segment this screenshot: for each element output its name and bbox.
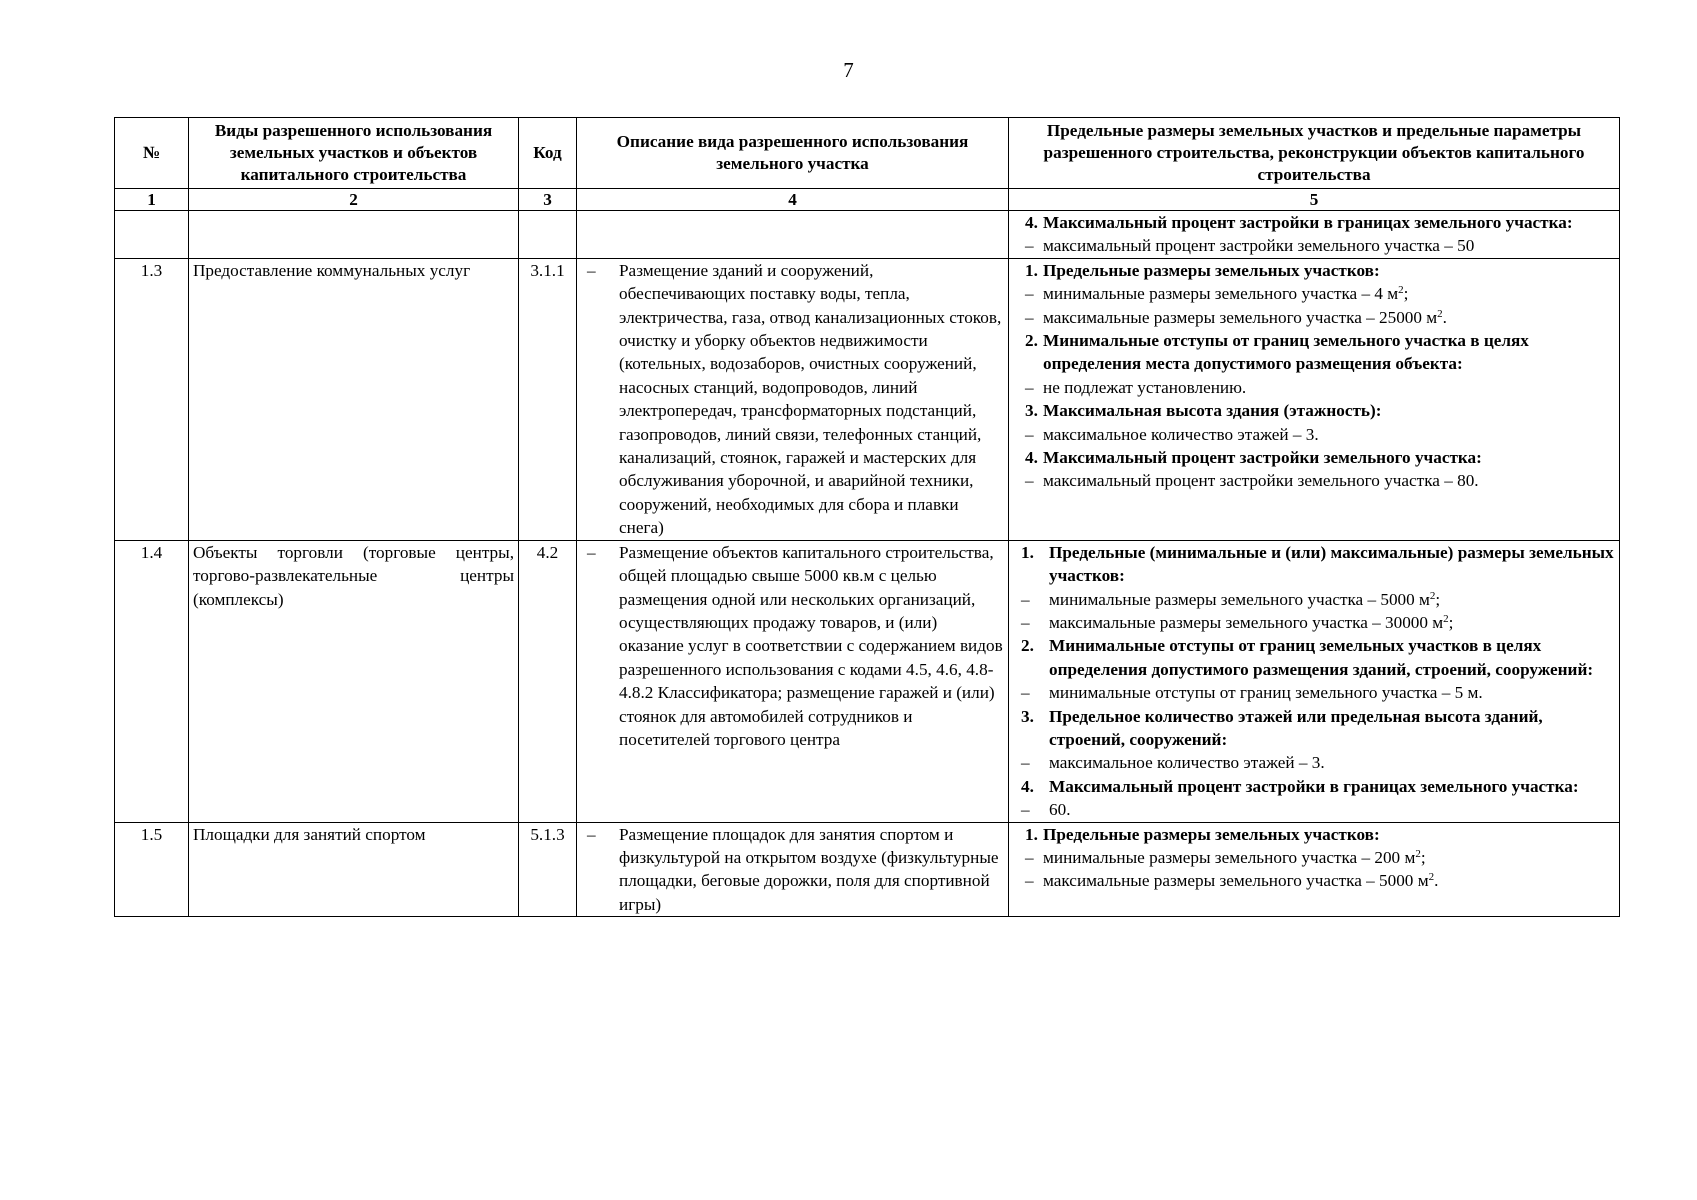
use-description-cell: [577, 822, 1009, 917]
param-text-main: минимальные размеры земельного участка – 200 м: [1043, 847, 1416, 867]
param-text: [1043, 329, 1615, 376]
dash-marker: –: [587, 824, 596, 844]
use-code: 5.1.3: [519, 822, 577, 917]
param-text: [1043, 376, 1615, 399]
param-text: [1049, 634, 1615, 681]
param-superscript: 2: [1415, 847, 1421, 860]
param-punctuation: ;: [1420, 847, 1426, 867]
param-text-main: Предельное количество этажей или предельная высота зданий, строений, сооружений:: [1049, 706, 1543, 749]
header-parameters: Предельные размеры земельных участков и предельные параметры разрешенного строительства, реконструкции объектов капитального строительства: [1009, 118, 1620, 189]
param-text: [1049, 798, 1615, 821]
param-text: [1049, 751, 1615, 774]
param-heading: [1013, 259, 1615, 282]
param-text-main: максимальный процент застройки земельного участка – 50: [1043, 236, 1475, 256]
param-text: [1043, 869, 1615, 892]
param-text-main: максимальное количество этажей – 3.: [1049, 753, 1325, 773]
column-number-row: [115, 189, 1620, 211]
param-marker: 1.: [1021, 542, 1034, 562]
param-value: [1013, 306, 1615, 329]
param-text: [1043, 823, 1615, 846]
header-number: №: [115, 118, 189, 189]
param-marker: –: [1025, 307, 1034, 327]
param-heading: [1013, 446, 1615, 469]
use-code: 4.2: [519, 540, 577, 822]
param-heading: [1013, 775, 1615, 798]
param-value: [1013, 798, 1615, 821]
param-marker: –: [1025, 471, 1034, 491]
header-kind: Виды разрешенного использования земельных участков и объектов капитального строительства: [189, 118, 519, 189]
param-value: [1013, 681, 1615, 704]
use-description: Размещение зданий и сооружений, обеспечивающих поставку воды, тепла, электричества, газа, отвод канализационных стоков, очистку и уборку объектов недвижимости (котельных, водозаборов, очистных сооружений, насосных станций, водопроводов, линий электропередач, трансформаторных подстанций, газопроводов, линий связи, телефонных станций, канализаций, стоянок, гаражей и мастерских для обслуживания уборочной, и аварийной техники, сооружений, необходимых для сбора и плавки снега): [619, 260, 1002, 538]
param-text: [1049, 541, 1615, 588]
param-marker: 1.: [1025, 260, 1038, 280]
param-value: [1013, 234, 1615, 257]
param-superscript: 2: [1429, 589, 1436, 602]
param-text-main: Максимальный процент застройки в границах земельного участка:: [1043, 213, 1573, 232]
param-punctuation: .: [1434, 871, 1439, 891]
table-row: [115, 540, 1620, 822]
use-description-cell: [577, 540, 1009, 822]
param-text-main: Предельные (минимальные и (или) максимальные) размеры земельных участков:: [1049, 542, 1614, 586]
params-cell: [1009, 822, 1620, 917]
header-row: [115, 118, 1620, 189]
params-cell: [1009, 258, 1620, 540]
param-punctuation: ;: [1435, 589, 1441, 609]
row-number: 1.3: [115, 258, 189, 540]
header-description: Описание вида разрешенного использования земельного участка: [577, 118, 1009, 189]
param-value: [1013, 469, 1615, 492]
use-kind: Площадки для занятий спортом: [189, 822, 519, 917]
param-superscript: 2: [1398, 284, 1404, 297]
use-kind: Предоставление коммунальных услуг: [189, 258, 519, 540]
column-number: 4: [577, 189, 1009, 211]
param-marker: 1.: [1025, 824, 1038, 844]
column-number: 2: [189, 189, 519, 211]
param-text: [1049, 611, 1615, 634]
use-description: Размещение объектов капитального строительства, общей площадью свыше 5000 кв.м с целью размещения одной или нескольких организаций, осуществляющих продажу товаров, и (или) оказание услуг в соответствии с содержанием видов разрешенного использования с кодами 4.5, 4.6, 4.8-4.8.2 Классификатора; размещение гаражей и (или) стоянок для автомобилей сотрудников и посетителей торгового центра: [619, 542, 1003, 749]
param-marker: –: [1021, 683, 1030, 703]
param-text: [1043, 211, 1615, 234]
param-marker: –: [1025, 377, 1034, 397]
param-marker: –: [1025, 847, 1034, 867]
permitted-use-table: [114, 117, 1620, 917]
param-text: [1043, 846, 1615, 869]
params-cell: [1009, 540, 1620, 822]
param-marker: 3.: [1021, 706, 1034, 726]
param-marker: 4.: [1025, 448, 1038, 468]
param-heading: [1013, 541, 1615, 588]
params-cell: [1009, 211, 1620, 259]
param-text-main: максимальные размеры земельного участка – 30000 м: [1049, 612, 1444, 632]
param-heading: [1013, 329, 1615, 376]
param-heading: [1013, 705, 1615, 752]
param-text: [1043, 306, 1615, 329]
table-row: [115, 822, 1620, 917]
param-text-main: Максимальная высота здания (этажность):: [1043, 401, 1382, 421]
param-text-main: максимальное количество этажей – 3.: [1043, 424, 1319, 444]
dash-item: [581, 823, 1004, 917]
row-number: 1.5: [115, 822, 189, 917]
use-kind: Объекты торговли (торговые центры, торгово-развлекательные центры (комплексы): [189, 540, 519, 822]
header-code: Код: [519, 118, 577, 189]
use-description-cell: [577, 258, 1009, 540]
param-text: [1049, 681, 1615, 704]
param-heading: [1013, 399, 1615, 422]
param-marker: 4.: [1025, 213, 1038, 232]
param-text: [1043, 446, 1615, 469]
param-text: [1043, 282, 1615, 305]
param-text-main: Предельные размеры земельных участков:: [1043, 260, 1380, 280]
param-marker: –: [1021, 589, 1030, 609]
param-superscript: 2: [1428, 871, 1435, 884]
param-heading: [1013, 823, 1615, 846]
table-row-continuation: [115, 211, 1620, 259]
param-text: [1049, 705, 1615, 752]
column-number: 3: [519, 189, 577, 211]
param-marker: 4.: [1021, 776, 1034, 796]
param-text-main: Минимальные отступы от границ земельного участка в целях определения места допустимого размещения объекта:: [1043, 331, 1529, 374]
column-number: 5: [1009, 189, 1620, 211]
param-punctuation: ;: [1448, 612, 1454, 632]
param-text-main: 60.: [1049, 800, 1071, 820]
param-text-main: минимальные размеры земельного участка – 5000 м: [1049, 589, 1430, 609]
param-text: [1043, 423, 1615, 446]
param-heading: [1013, 634, 1615, 681]
table-row: [115, 258, 1620, 540]
param-marker: –: [1025, 236, 1034, 256]
param-marker: –: [1021, 753, 1030, 773]
param-text: [1043, 259, 1615, 282]
column-number: 1: [115, 189, 189, 211]
param-text: [1049, 588, 1615, 611]
dash-item: [581, 259, 1004, 540]
param-text-main: максимальные размеры земельного участка – 25000 м: [1043, 307, 1438, 327]
param-marker: –: [1025, 871, 1034, 891]
param-text-main: Предельные размеры земельных участков:: [1043, 824, 1380, 844]
empty-cell: [189, 211, 519, 259]
param-value: [1013, 611, 1615, 634]
param-punctuation: ;: [1403, 284, 1409, 304]
param-marker: 2.: [1025, 331, 1038, 351]
param-text: [1049, 775, 1615, 798]
param-value: [1013, 376, 1615, 399]
param-text: [1043, 469, 1615, 492]
param-text-main: максимальные размеры земельного участка – 5000 м: [1043, 871, 1429, 891]
param-text-main: не подлежат установлению.: [1043, 377, 1247, 397]
param-text: [1043, 234, 1615, 257]
param-marker: 3.: [1025, 401, 1038, 421]
param-text-main: Минимальные отступы от границ земельных участков в целях определения допустимого размещения зданий, строений, сооружений:: [1049, 636, 1594, 679]
param-value: [1013, 588, 1615, 611]
empty-cell: [115, 211, 189, 259]
param-text-main: минимальные отступы от границ земельного участка – 5 м.: [1049, 683, 1483, 703]
param-value: [1013, 423, 1615, 446]
param-marker: –: [1025, 424, 1034, 444]
use-code: 3.1.1: [519, 258, 577, 540]
param-marker: –: [1025, 284, 1034, 304]
dash-marker: –: [587, 542, 596, 562]
param-text-main: минимальные размеры земельного участка – 4 м: [1043, 284, 1399, 304]
param-text: [1043, 399, 1615, 422]
param-superscript: 2: [1443, 612, 1449, 625]
use-description: Размещение площадок для занятия спортом и физкультурой на открытом воздухе (физкультурные площадки, беговые дорожки, поля для спортивной игры): [619, 824, 999, 914]
empty-cell: [519, 211, 577, 259]
param-punctuation: .: [1442, 307, 1447, 327]
param-text-main: максимальный процент застройки земельного участка – 80.: [1043, 471, 1479, 491]
param-marker: –: [1021, 612, 1030, 632]
dash-item: [581, 541, 1004, 752]
param-heading: [1013, 211, 1615, 234]
param-value: [1013, 846, 1615, 869]
row-number: 1.4: [115, 540, 189, 822]
param-value: [1013, 751, 1615, 774]
param-marker: –: [1021, 800, 1030, 820]
param-text-main: Максимальный процент застройки земельного участка:: [1043, 448, 1482, 468]
dash-marker: –: [587, 260, 596, 280]
empty-cell: [577, 211, 1009, 259]
param-value: [1013, 282, 1615, 305]
page-number: 7: [843, 58, 854, 82]
param-superscript: 2: [1437, 307, 1443, 320]
param-marker: 2.: [1021, 636, 1034, 656]
param-text-main: Максимальный процент застройки в границах земельного участка:: [1049, 776, 1579, 796]
param-value: [1013, 869, 1615, 892]
